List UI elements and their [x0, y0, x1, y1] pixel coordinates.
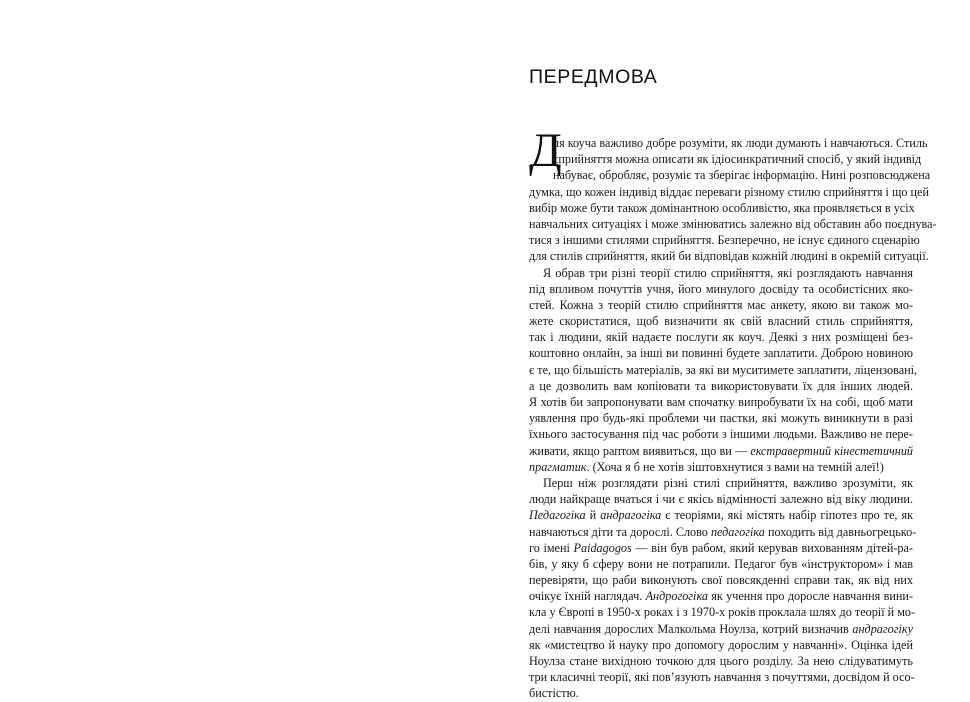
- text-line: [529, 604, 916, 620]
- italic-term: Педагогіка: [529, 508, 586, 523]
- text-line: [529, 394, 913, 410]
- text-run: є теоріями, які містять набір гіпотез про те, як: [661, 508, 913, 523]
- text-run: так і людини, якій надаєте послуги як коуч. Деякі з них розміщені без-: [529, 330, 913, 345]
- text-line: [529, 588, 913, 604]
- drop-cap: Д: [529, 124, 562, 177]
- text-run: Я обрав три різні теорії стилю сприйняття, які розглядають навчання: [543, 265, 913, 280]
- text-run: Ноулза стане вихідною точкою для цього розділу. За нею слідуватимуть: [529, 654, 913, 668]
- text-line: [529, 540, 913, 556]
- text-line: [529, 200, 913, 216]
- text-line: [529, 621, 913, 637]
- text-line: [529, 265, 913, 281]
- italic-term: андрагогіка: [600, 508, 662, 523]
- text-run: Я хотів би запропонувати вам спочатку випробувати їх на собі, щоб мати: [529, 395, 913, 409]
- text-run: й: [585, 508, 601, 523]
- text-run: три класичні теорії, які пов’язують навчання з почуттями, досвідом й осо-: [529, 670, 915, 685]
- text-run: . (Хоча я б не хотів зіштовхнутися з вами на темній алеї!): [586, 459, 884, 474]
- text-run: ля коуча важливо добре розуміти, як люди думають і навчаються. Стиль: [553, 136, 928, 150]
- text-line: [529, 507, 913, 523]
- text-line: [529, 362, 918, 378]
- text-run: перевіряти, що раби виконують свої повсякденні справи так, як від них: [529, 573, 913, 588]
- text-run: уявлення про будь-які проблеми чи пастки, які можуть виникнути в разі: [529, 411, 913, 426]
- text-line: [529, 297, 913, 313]
- text-run: коштовно онлайн, за інші ви повинні будете заплатити. Доброю новиною: [529, 346, 913, 361]
- text-line: [529, 378, 913, 394]
- text-run: жете скористатися, щоб визначити як свій власний стиль сприйняття,: [529, 314, 913, 329]
- text-line: [529, 184, 929, 200]
- text-run: люди найкраще вчаться і чи є якісь відмінності залежно від віку людини.: [529, 492, 913, 507]
- text-line: [529, 167, 931, 183]
- text-line: [529, 459, 913, 475]
- text-line: [529, 556, 913, 572]
- text-run: для стилів сприйняття, який би відповідав кожній людині в окремій ситуації.: [529, 249, 929, 264]
- italic-term: андрагогіку: [852, 621, 913, 636]
- text-line: [529, 232, 920, 248]
- text-run: як учення про доросле навчання вини-: [707, 589, 913, 604]
- text-run: бів, у яку б сферу вони не потрапили. Педагог був «інструктором» і мав: [529, 556, 913, 571]
- text-line: [529, 669, 913, 685]
- text-line: [529, 491, 913, 507]
- text-run: стей. Кожна з теорій стилю сприйняття має анкету, якою ви також мо-: [529, 297, 913, 312]
- text-line: [529, 524, 917, 540]
- text-line: [529, 151, 922, 167]
- text-line: [529, 345, 913, 361]
- text-line: [529, 475, 913, 491]
- text-run: делі навчання дорослих Малкольма Ноулза, котрий визначив: [529, 621, 853, 636]
- text-run: сприйняття можна описати як ідіосинкратичний спосіб, у який індивід: [553, 152, 922, 167]
- text-run: навчальних ситуаціях і може змінюватись залежно від обставин або поєднува-: [529, 216, 937, 231]
- text-run: є те, що більшість матеріалів, за які ви муситимете заплатити, ліцензовані,: [529, 362, 918, 377]
- text-run: набуває, обробляє, розуміє та зберігає інформацію. Нині розповсюджена: [553, 168, 931, 183]
- text-line: [529, 410, 913, 426]
- italic-term: Андрогогіка: [645, 589, 708, 604]
- italic-term: Paidagogos: [573, 540, 632, 555]
- text-run: як «мистецтво й науку про допомогу дорослим у навчанні». Оцінка ідей: [529, 637, 913, 652]
- text-line: [529, 685, 913, 701]
- text-line: [529, 637, 913, 653]
- text-run: вибір може бути також домінантною особливістю, яка проявляється в усіх: [529, 200, 915, 215]
- text-run: навчаються діти та дорослі. Слово: [529, 524, 711, 539]
- text-line: [529, 281, 913, 297]
- text-run: походить від давньогрецько-: [764, 524, 917, 539]
- text-run: го імені: [529, 540, 574, 555]
- text-run: а це дозволить вам копіювати та використовувати їх для інших людей.: [529, 378, 913, 393]
- italic-term: прагматик: [529, 459, 587, 474]
- italic-term: екстравертний кінестетичний: [750, 443, 914, 458]
- text-run: тися з іншими стилями сприйняття. Безперечно, не існує єдиного сценарію: [529, 233, 920, 248]
- text-run: їхнього застосування під час роботи з іншими людьми. Важливо не пере-: [529, 427, 913, 442]
- text-run: кла у Європі в 1950-х роках і з 1970-х років проклала шлях до теорії й мо-: [529, 605, 916, 620]
- text-line: [529, 135, 928, 151]
- page-title: ПЕРЕДМОВА: [529, 66, 658, 88]
- text-line: [529, 426, 913, 442]
- text-line: [529, 216, 937, 232]
- text-run: живати, якщо раптом виявиться, що ви —: [529, 443, 751, 458]
- text-run: очікує їхній наглядач.: [529, 589, 646, 604]
- text-line: [529, 329, 913, 345]
- body-text: [529, 135, 937, 702]
- text-line: [529, 248, 929, 264]
- text-line: [529, 313, 913, 329]
- text-line: [529, 572, 913, 588]
- text-run: бистістю.: [529, 686, 579, 701]
- text-run: під впливом почуттів учня, його минулого досвіду та особистісних яко-: [529, 281, 913, 296]
- text-line: [529, 443, 913, 459]
- italic-term: педагогіка: [710, 524, 765, 539]
- text-run: Перш ніж розглядати різні стилі сприйняття, важливо зрозуміти, як: [543, 475, 913, 490]
- text-line: [529, 653, 913, 669]
- text-run: думка, що кожен індивід віддає переваги різному стилю сприйняття і що цей: [529, 184, 929, 199]
- text-run: — він був рабом, який керував вихованням дітей-ра-: [631, 540, 913, 555]
